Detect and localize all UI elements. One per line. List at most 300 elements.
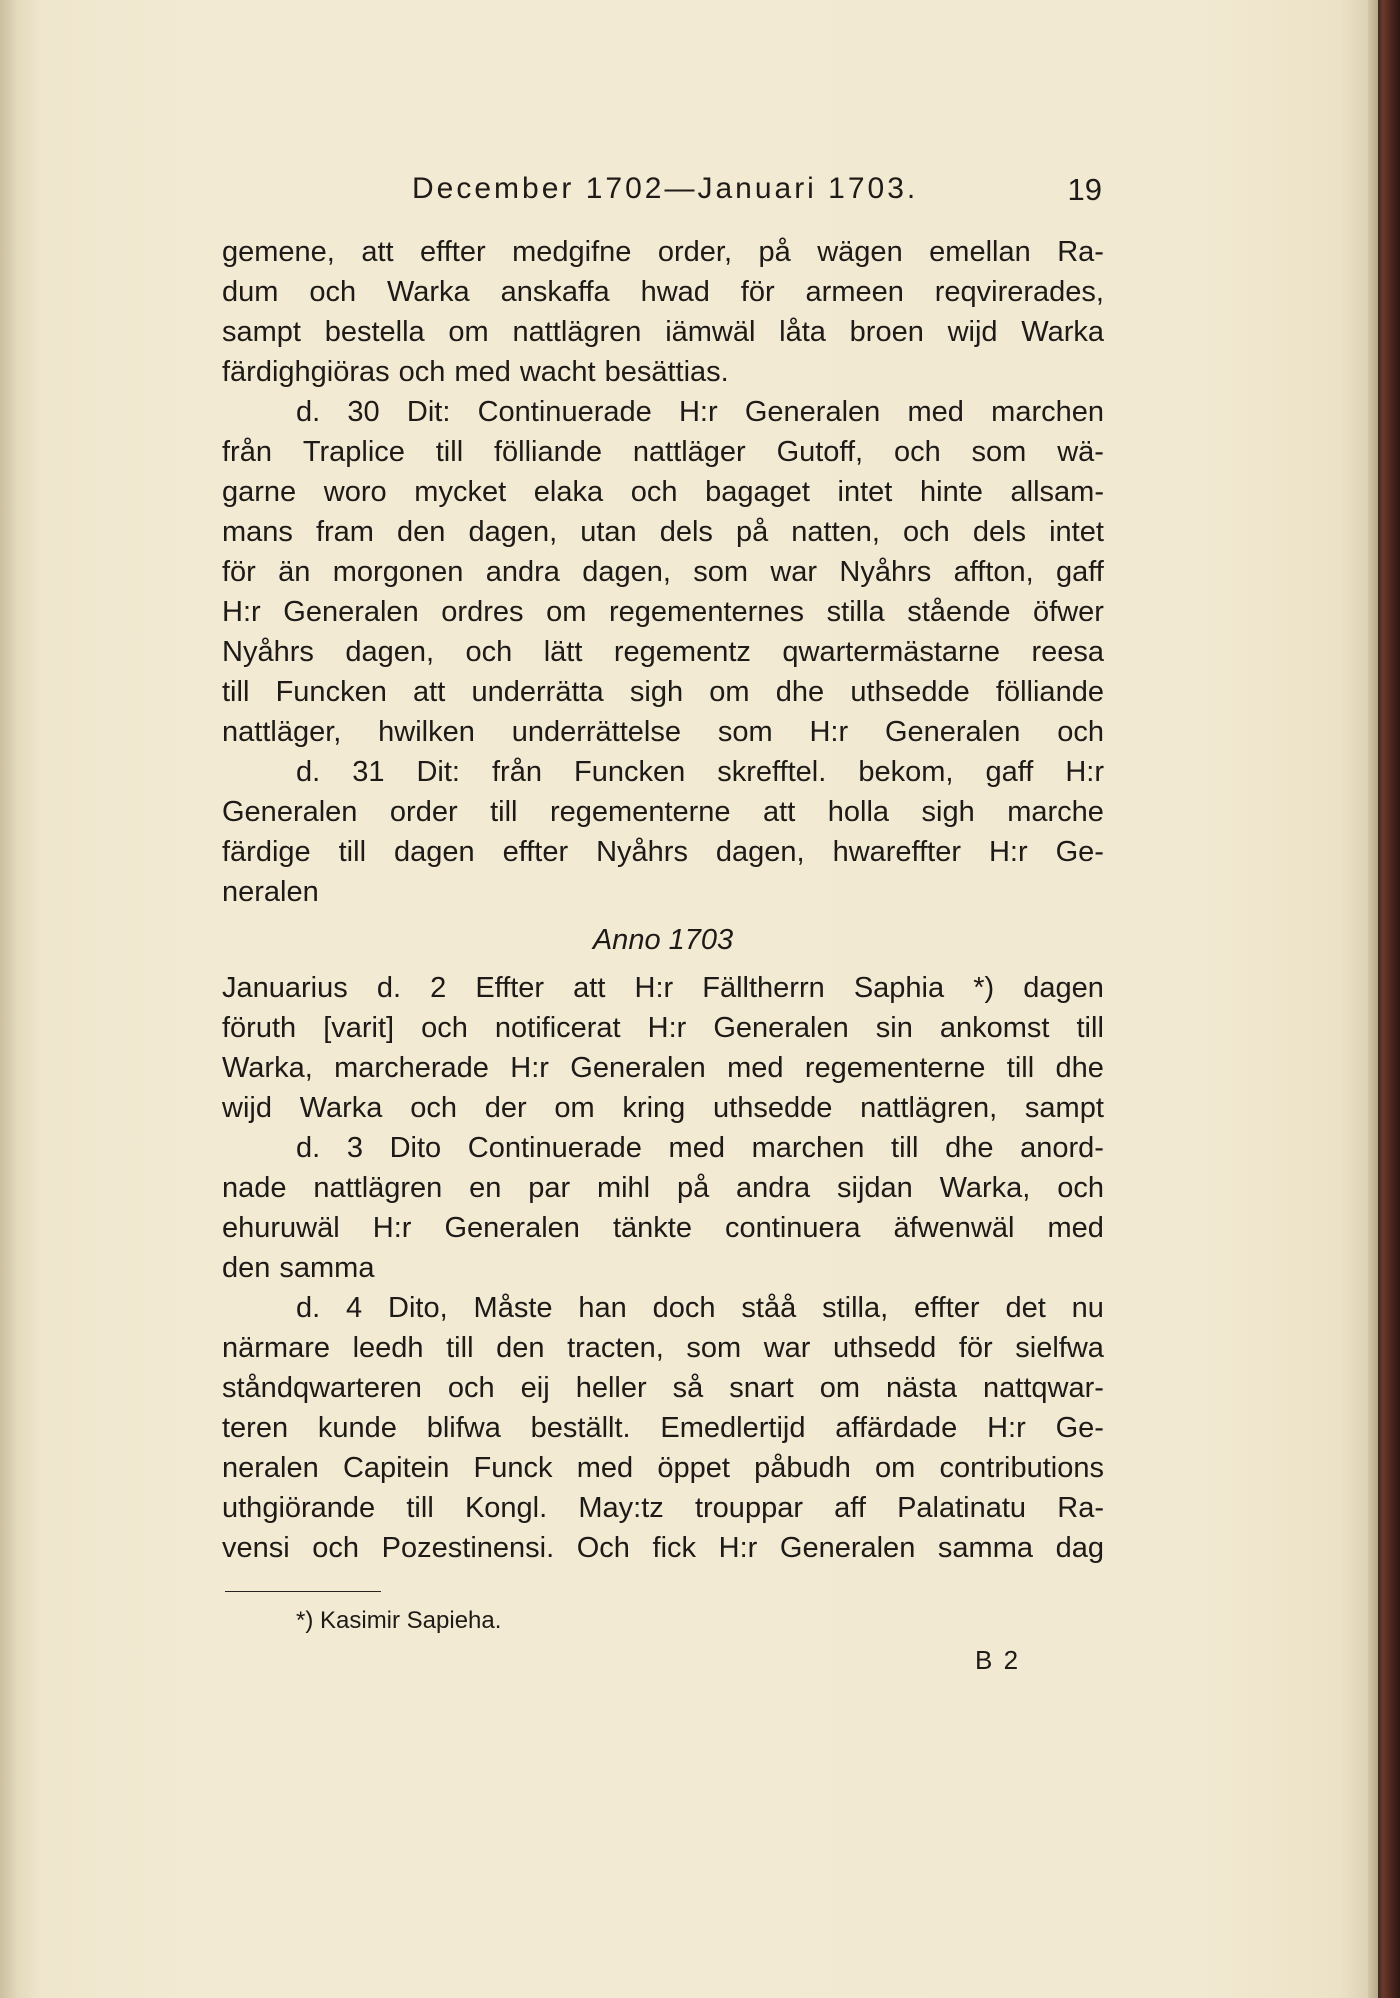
word: dagen,: [345, 636, 435, 668]
word: Nyåhrs: [596, 836, 688, 868]
word: effter: [502, 836, 569, 868]
word: Fälltherrn: [702, 972, 825, 1004]
word: att: [413, 676, 446, 708]
text-line: [222, 1488, 1104, 1528]
word: som: [693, 556, 749, 588]
word: på: [735, 516, 769, 548]
word: fölliande: [493, 436, 603, 468]
word: dagen: [393, 836, 475, 868]
word: Warka: [1021, 316, 1104, 348]
word: att: [361, 236, 394, 268]
word: att: [573, 972, 606, 1004]
word: H:r: [372, 1212, 412, 1244]
word: Generalen: [713, 1012, 849, 1044]
word: om: [546, 596, 587, 628]
word: äfwenwäl: [893, 1212, 1015, 1244]
word: Dit:: [406, 396, 451, 428]
word: heller: [575, 1372, 647, 1404]
word: hinte: [920, 476, 983, 508]
word: till: [435, 436, 464, 468]
word: marchen: [751, 1132, 865, 1164]
word: den: [496, 1332, 545, 1364]
word: Saphia: [853, 972, 945, 1004]
word: underrätta: [471, 676, 604, 708]
footnote-rule: [225, 1591, 381, 1592]
word: wacht: [519, 356, 596, 388]
word: Warka,: [222, 1052, 313, 1084]
text-line: [222, 752, 1104, 792]
word: fram: [315, 516, 374, 548]
word: underrättelse: [511, 716, 681, 748]
word: iämwäl: [665, 316, 756, 348]
word: bekom,: [858, 756, 954, 788]
text-line: [222, 1288, 1104, 1328]
word: nattqwar-: [983, 1372, 1104, 1404]
word: Funck: [473, 1452, 553, 1484]
word: och: [410, 1092, 457, 1124]
word: 2: [430, 972, 447, 1004]
word: sampt: [1024, 1092, 1104, 1124]
word: ankomst: [939, 1012, 1050, 1044]
word: Kongl.: [464, 1492, 548, 1524]
word: och: [893, 436, 941, 468]
word: hwilken: [378, 716, 475, 748]
text-line: [222, 1448, 1104, 1488]
word: stående: [907, 596, 1011, 628]
word: hwareffter: [832, 836, 961, 868]
word: det: [1005, 1292, 1046, 1324]
word: den: [397, 516, 446, 548]
word: H:r: [1065, 756, 1104, 788]
word: nattlägren: [512, 316, 642, 348]
text-line: [222, 1248, 1104, 1288]
word: natten,: [791, 516, 880, 548]
word: öfwer: [1033, 596, 1104, 628]
word: reqvirerades,: [934, 276, 1104, 308]
word: dhe: [945, 1132, 994, 1164]
word: 30: [347, 396, 380, 428]
word: Emedlertijd: [660, 1412, 806, 1444]
word: om: [819, 1372, 861, 1404]
word: regementerne: [804, 1052, 986, 1084]
word: trouppar: [694, 1492, 803, 1524]
word: emellan: [929, 236, 1031, 268]
word: wijd: [222, 1092, 272, 1124]
word: elaka: [533, 476, 604, 508]
word: och: [421, 1012, 468, 1044]
word: och: [447, 1372, 495, 1404]
word: stilla,: [822, 1292, 889, 1324]
word: war: [763, 1332, 811, 1364]
word: mans: [222, 516, 293, 548]
word: med: [1047, 1212, 1104, 1244]
word: stilla: [826, 596, 885, 628]
word: 3: [346, 1132, 363, 1164]
word: nästa: [886, 1372, 957, 1404]
text-line: [222, 312, 1104, 352]
word: neralen: [222, 876, 319, 908]
word: och: [465, 636, 513, 668]
text-line: [222, 968, 1104, 1008]
word: och: [312, 1532, 360, 1564]
word: nade: [222, 1172, 287, 1204]
word: från: [492, 756, 542, 788]
word: nattläger: [632, 436, 746, 468]
word: Warka: [386, 276, 470, 308]
text-line: [222, 232, 1104, 272]
word: *): [973, 972, 995, 1004]
word: sigh: [921, 796, 975, 828]
word: ordres: [441, 596, 524, 628]
word: den: [222, 1252, 271, 1284]
word: d.: [376, 972, 402, 1004]
word: att: [763, 796, 796, 828]
word: qwartermästarne: [782, 636, 1000, 668]
word: allsam-: [1010, 476, 1104, 508]
word: reesa: [1031, 636, 1104, 668]
word: order,: [657, 236, 733, 268]
word: till: [1006, 1052, 1035, 1084]
word: och: [398, 356, 446, 388]
word: andra: [736, 1172, 811, 1204]
word: sijdan: [837, 1172, 913, 1204]
word: och: [1057, 716, 1104, 748]
word: Ge-: [1055, 836, 1104, 868]
signature-mark: B 2: [975, 1645, 1021, 1675]
word: fick: [652, 1532, 697, 1564]
word: till: [446, 1332, 474, 1364]
text-line: [222, 1168, 1104, 1208]
word: och: [903, 516, 950, 548]
word: H:r: [718, 1532, 758, 1564]
word: doch: [652, 1292, 716, 1324]
word: närmare: [222, 1332, 330, 1364]
word: på: [758, 236, 791, 268]
word: och: [1057, 1172, 1104, 1204]
word: dagen,: [468, 516, 558, 548]
word: d.: [296, 756, 321, 788]
text-line: [222, 1208, 1104, 1248]
word: och: [309, 276, 357, 308]
word: armeen: [805, 276, 904, 308]
word: Warka,: [939, 1172, 1031, 1204]
text-line: [222, 392, 1104, 432]
text-line: [222, 792, 1104, 832]
word: gaff: [985, 756, 1034, 788]
word: skrefftel.: [717, 756, 827, 788]
word: påbudh: [754, 1452, 851, 1484]
word: bestella: [324, 316, 425, 348]
word: om: [554, 1092, 595, 1124]
word: marche: [1007, 796, 1104, 828]
word: broen: [849, 316, 924, 348]
word: han: [578, 1292, 627, 1324]
word: låta: [779, 316, 826, 348]
word: H:r: [809, 716, 849, 748]
word: garne: [222, 476, 297, 508]
word: Gutoff,: [776, 436, 864, 468]
word: som: [717, 716, 773, 748]
word: H:r: [987, 1412, 1026, 1444]
word: Januarius: [222, 972, 348, 1004]
word: H:r: [634, 972, 674, 1004]
word: lätt: [543, 636, 583, 668]
word: Dit:: [416, 756, 460, 788]
text-line: [222, 1328, 1104, 1368]
word: med: [668, 1132, 725, 1164]
word: aff: [834, 1492, 866, 1524]
word: Generalen: [884, 716, 1021, 748]
word: war: [770, 556, 818, 588]
word: och: [630, 476, 678, 508]
word: färdighgiöras: [222, 356, 390, 388]
word: dels: [972, 516, 1027, 548]
word: eij: [520, 1372, 550, 1404]
word: mycket: [414, 476, 507, 508]
word: der: [484, 1092, 527, 1124]
word: tracten,: [567, 1332, 664, 1364]
word: teren: [222, 1412, 289, 1444]
word: Ra-: [1057, 236, 1104, 268]
word: Palatinatu: [897, 1492, 1027, 1524]
word: om: [875, 1452, 916, 1484]
word: sampt: [222, 316, 301, 348]
running-header: [412, 172, 1102, 212]
page-edge: [1368, 0, 1378, 1998]
text-line: [222, 1048, 1104, 1088]
word: fölliande: [995, 676, 1104, 708]
word: Effter: [475, 972, 545, 1004]
word: Nyåhrs: [222, 636, 314, 668]
word: dels: [659, 516, 713, 548]
word: dagen,: [715, 836, 805, 868]
word: medgifne: [512, 236, 632, 268]
word: d.: [296, 396, 321, 428]
word: Och: [576, 1532, 630, 1564]
word: regementernes: [608, 596, 805, 628]
word: med: [454, 356, 511, 388]
word: blifwa: [426, 1412, 501, 1444]
text-line: [222, 272, 1104, 312]
word: kring: [622, 1092, 686, 1124]
word: kunde: [317, 1412, 397, 1444]
word: Anno 1703: [592, 924, 734, 956]
word: ståå: [741, 1292, 797, 1324]
word: regementerne: [549, 796, 731, 828]
word: ehuruwäl: [222, 1212, 340, 1244]
word: marchen: [991, 396, 1104, 428]
word: continuera: [725, 1212, 861, 1244]
word: wägen: [817, 236, 903, 268]
word: öppet: [657, 1452, 730, 1484]
word: H:r: [510, 1052, 549, 1084]
word: effter: [914, 1292, 980, 1324]
word: affärdade: [835, 1412, 958, 1444]
word: Dito: [389, 1132, 442, 1164]
text-line: [222, 1008, 1104, 1048]
word: anord-: [1020, 1132, 1104, 1164]
text-line: [222, 512, 1104, 552]
word: H:r: [647, 1012, 687, 1044]
word: Generalen: [744, 396, 881, 428]
word: H:r: [222, 596, 261, 628]
word: sin: [875, 1012, 913, 1044]
word: som: [971, 436, 1027, 468]
word: på: [676, 1172, 710, 1204]
word: Ge-: [1055, 1412, 1104, 1444]
word: d.: [296, 1132, 321, 1164]
word: H:r: [678, 396, 718, 428]
page-gutter: [0, 0, 42, 1998]
word: Generalen: [570, 1052, 706, 1084]
word: till: [891, 1132, 919, 1164]
text-line: [222, 672, 1104, 712]
word: med: [576, 1452, 634, 1484]
word: notificerat: [494, 1012, 621, 1044]
word: affton,: [953, 556, 1034, 588]
text-line: [222, 552, 1104, 592]
word: för: [740, 276, 775, 308]
word: för: [222, 556, 256, 588]
word: uthsedde: [713, 1092, 833, 1124]
word: 4: [346, 1292, 363, 1324]
word: marcherade: [334, 1052, 489, 1084]
word: hwad: [640, 276, 710, 308]
running-title: December 1702—Januari 1703.: [412, 172, 919, 205]
word: med: [727, 1052, 784, 1084]
text-line: [222, 432, 1104, 472]
word: nattlägren: [313, 1172, 443, 1204]
word: holla: [827, 796, 890, 828]
word: till: [338, 836, 367, 868]
word: woro: [323, 476, 387, 508]
word: effter: [420, 236, 486, 268]
word: om: [448, 316, 489, 348]
word: dagen,: [582, 556, 671, 588]
text-line: [222, 632, 1104, 672]
word: Capitein: [342, 1452, 450, 1484]
word: gaff: [1056, 556, 1104, 588]
word: Pozestinensi.: [381, 1532, 555, 1564]
word: Måste: [473, 1292, 553, 1324]
word: mihl: [596, 1172, 651, 1204]
text-line: [222, 912, 1104, 968]
word: leedh: [352, 1332, 424, 1364]
body-text: [222, 232, 1104, 1568]
word: wä-: [1057, 436, 1104, 468]
word: föruth: [222, 1012, 297, 1044]
footnote: *) Kasimir Sapieha.: [296, 1607, 502, 1634]
word: tänkte: [612, 1212, 692, 1244]
word: Ra-: [1057, 1492, 1104, 1524]
word: Generalen: [444, 1212, 580, 1244]
word: nattläger,: [222, 716, 342, 748]
word: neralen: [222, 1452, 319, 1484]
word: så: [672, 1372, 704, 1404]
word: Nyåhrs: [839, 556, 932, 588]
book-cover-edge: [1378, 0, 1400, 1998]
word: för: [958, 1332, 993, 1364]
word: uthsedd: [833, 1332, 937, 1364]
word: till: [222, 676, 250, 708]
word: om: [709, 676, 750, 708]
word: färdige: [222, 836, 311, 868]
word: Generalen: [779, 1532, 916, 1564]
word: nu: [1071, 1292, 1104, 1324]
word: till: [406, 1492, 434, 1524]
word: Continuerade: [477, 396, 652, 428]
word: Generalen: [283, 596, 419, 628]
word: uthgiörande: [222, 1492, 376, 1524]
text-line: [222, 352, 1104, 392]
text-line: [222, 712, 1104, 752]
text-line: [222, 1408, 1104, 1448]
word: dum: [222, 276, 279, 308]
word: nattlägren,: [860, 1092, 998, 1124]
word: Funcken: [275, 676, 387, 708]
word: dagen: [1023, 972, 1104, 1004]
word: till: [490, 796, 518, 828]
text-line: [222, 832, 1104, 872]
word: order: [389, 796, 458, 828]
text-line: [222, 472, 1104, 512]
word: Dito,: [388, 1292, 448, 1324]
word: H:r: [988, 836, 1028, 868]
word: Warka: [299, 1092, 383, 1124]
word: May:tz: [578, 1492, 664, 1524]
word: par: [528, 1172, 571, 1204]
word: vensi: [222, 1532, 290, 1564]
word: 31: [352, 756, 385, 788]
word: intet: [1049, 516, 1104, 548]
word: andra: [485, 556, 560, 588]
word: snart: [729, 1372, 794, 1404]
word: d.: [296, 1292, 321, 1324]
word: från: [222, 436, 272, 468]
word: bagaget: [705, 476, 810, 508]
word: ståndqwarteren: [222, 1372, 422, 1404]
word: sielfwa: [1015, 1332, 1104, 1364]
word: dhe: [1055, 1052, 1104, 1084]
word: Generalen: [222, 796, 358, 828]
text-line: [222, 1368, 1104, 1408]
word: samma: [279, 1252, 375, 1284]
text-line: [222, 1128, 1104, 1168]
word: intet: [837, 476, 893, 508]
word: uthsedde: [850, 676, 970, 708]
word: morgonen: [332, 556, 464, 588]
word: dhe: [775, 676, 825, 708]
word: Continuerade: [467, 1132, 642, 1164]
word: Funcken: [574, 756, 686, 788]
word: contributions: [939, 1452, 1104, 1484]
word: dag: [1055, 1532, 1104, 1564]
word: samma: [937, 1532, 1033, 1564]
word: [varit]: [323, 1012, 395, 1044]
word: en: [469, 1172, 502, 1204]
word: gemene,: [222, 236, 335, 268]
text-line: [222, 592, 1104, 632]
text-line: [222, 872, 1104, 912]
word: beställt.: [530, 1412, 631, 1444]
word: som: [686, 1332, 742, 1364]
word: besättias.: [604, 356, 729, 388]
page-number: 19: [1067, 172, 1102, 207]
word: utan: [580, 516, 637, 548]
word: än: [278, 556, 311, 588]
text-line: [222, 1088, 1104, 1128]
word: till: [1076, 1012, 1104, 1044]
